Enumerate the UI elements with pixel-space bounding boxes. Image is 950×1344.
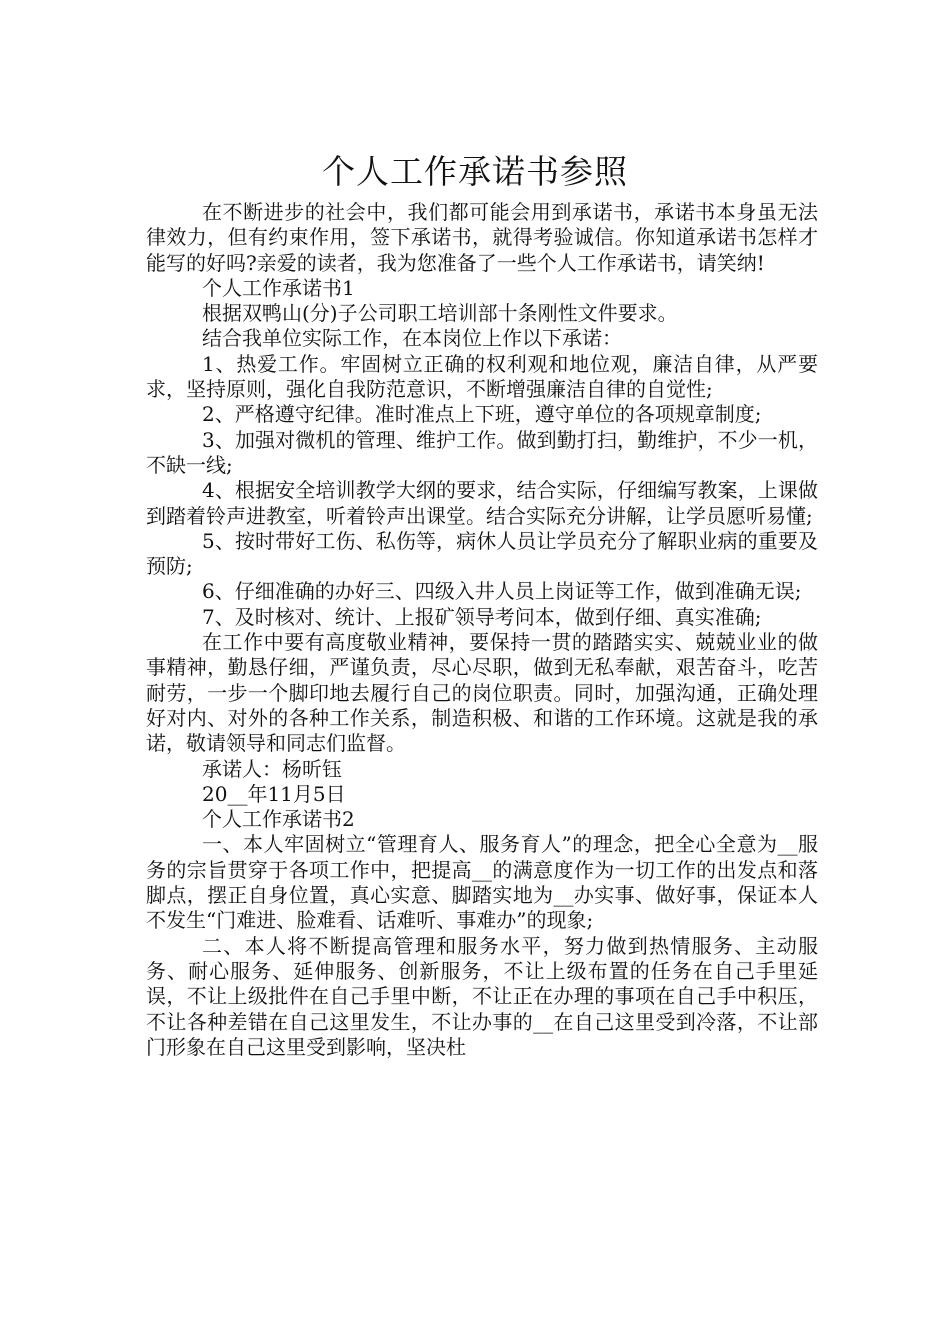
commitment-item-2: 2、严格遵守纪律。准时准点上下班，遵守单位的各项规章制度; bbox=[202, 402, 762, 427]
document-title: 个人工作承诺书参照 bbox=[322, 152, 628, 192]
commitment-item-6: 6、仔细准确的办好三、四级入井人员上岗证等工作，做到准确无误; bbox=[202, 579, 802, 604]
paragraph-basis: 根据双鸭山(分)子公司职工培训部十条刚性文件要求。 bbox=[202, 301, 678, 326]
date-line: 20__年11月5日 bbox=[202, 781, 346, 806]
commitment-item-1: 1、热爱工作。牢固树立正确的权利观和地位观，廉洁自律，从严要求，坚持原则，强化自我防范意识，不断增强廉洁自律的自觉性; bbox=[146, 351, 818, 402]
commitment-item-4: 4、根据安全培训教学大纲的要求，结合实际，仔细编写教案，上课做到踏着铃声进教室，听着铃声出课堂。结合实际充分讲解，让学员愿听易懂; bbox=[146, 478, 818, 528]
heading-letter-1: 个人工作承诺书1 bbox=[202, 275, 355, 300]
heading-letter-2: 个人工作承诺书2 bbox=[202, 807, 355, 832]
commitment-item-3: 3、加强对微机的管理、维护工作。做到勤打扫，勤维护，不少一机，不缺一线; bbox=[146, 427, 818, 477]
signatory-line: 承诺人：杨昕钰 bbox=[202, 756, 342, 781]
letter-2-item-2: 二、本人将不断提高管理和服务水平，努力做到热情服务、主动服务、耐心服务、延伸服务、创新服务，不让上级布置的任务在自己手里延误，不让上级批件在自己手里中断，不让正在办理的事项在自己手中积压，不让各种差错在自己这里发生，不让办事的__在自己这里受到冷落，不让部门形象在自己这里受到影响，坚决杜 bbox=[146, 933, 818, 1059]
commitment-item-5: 5、按时带好工伤、私伤等，病休人员让学员充分了解职业病的重要及预防; bbox=[146, 528, 818, 579]
paragraph-commitment-lead: 结合我单位实际工作，在本岗位上作以下承诺： bbox=[202, 326, 622, 351]
paragraph-intro: 在不断进步的社会中，我们都可能会用到承诺书，承诺书本身虽无法律效力，但有约束作用，签下承诺书，就得考验诚信。你知道承诺书怎样才能写的好吗?亲爱的读者，我为您准备了一些个人工作承诺书，请笑纳! bbox=[146, 200, 818, 275]
commitment-item-7: 7、及时核对、统计、上报矿领导考问本，做到仔细、真实准确; bbox=[202, 604, 762, 629]
letter-2-item-1: 一、本人牢固树立“管理育人、服务育人”的理念，把全心全意为__服务的宗旨贯穿于各项工作中，把提高__的满意度作为一切工作的出发点和落脚点，摆正自身位置，真心实意、脚踏实地为__办实事、做好事，保证本人不发生“门难进、脸难看、话难听、事难办”的现象; bbox=[146, 832, 818, 933]
paragraph-conclusion: 在工作中要有高度敬业精神，要保持一贯的踏踏实实、兢兢业业的做事精神，勤恳仔细，严谨负责，尽心尽职，做到无私奉献，艰苦奋斗，吃苦耐劳，一步一个脚印地去履行自己的岗位职责。同时，加强沟通，正确处理好对内、对外的各种工作关系，制造积极、和谐的工作环境。这就是我的承诺，敬请领导和同志们监督。 bbox=[146, 630, 818, 756]
document-body bbox=[146, 200, 818, 1060]
